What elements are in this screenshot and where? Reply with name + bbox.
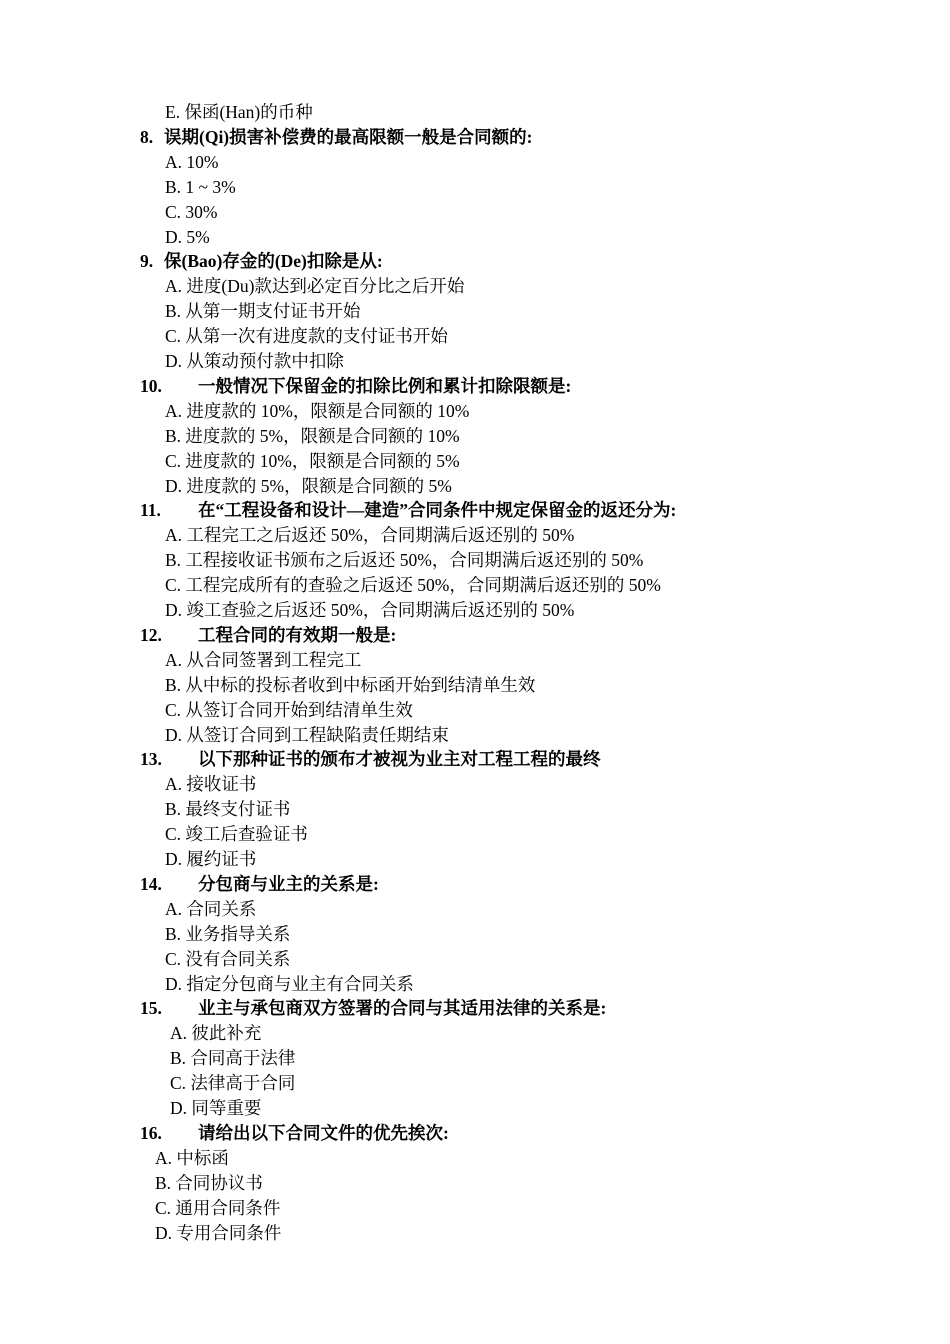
question-heading — [140, 996, 606, 1021]
answer-option: B. 从中标的投标者收到中标函开始到结清单生效 — [165, 674, 536, 695]
answer-option: C. 从第一次有进度款的支付证书开始 — [165, 326, 448, 347]
answer-option: B. 工程接收证书颁布之后返还 50%，合同期满后返还别的 50% — [165, 550, 644, 571]
question-text: 分包商与业主的关系是: — [198, 873, 379, 894]
answer-option: C. 进度款的 10%，限额是合同额的 5% — [165, 450, 460, 471]
answer-option: A. 接收证书 — [165, 774, 257, 795]
question-heading — [140, 125, 532, 150]
question-heading — [140, 623, 396, 648]
answer-option: A. 从合同签署到工程完工 — [165, 649, 362, 670]
question-heading — [140, 249, 383, 274]
answer-option: D. 从策动预付款中扣除 — [165, 351, 344, 371]
answer-option: D. 履约证书 — [165, 849, 257, 869]
answer-option: C. 没有合同关系 — [165, 948, 291, 969]
question-number: 11. — [140, 500, 161, 521]
answer-option: B. 合同高于法律 — [170, 1048, 296, 1069]
answer-option: B. 业务指导关系 — [165, 923, 291, 944]
answer-option: A. 彼此补充 — [170, 1023, 262, 1044]
question-heading — [140, 747, 601, 772]
answer-option: C. 工程完成所有的查验之后返还 50%，合同期满后返还别的 50% — [165, 575, 661, 596]
question-text: 业主与承包商双方签署的合同与其适用法律的关系是: — [198, 998, 607, 1019]
answer-option: C. 通用合同条件 — [155, 1197, 281, 1218]
question-text: 保(Bao)存金的(De)扣除是从: — [164, 251, 383, 272]
answer-option: A. 中标函 — [155, 1147, 229, 1168]
answer-option: C. 30% — [165, 201, 218, 222]
answer-option: D. 指定分包商与业主有合同关系 — [165, 973, 414, 994]
question-number: 9. — [140, 251, 154, 272]
question-heading — [140, 498, 676, 523]
answer-option: B. 从第一期支付证书开始 — [165, 301, 361, 322]
answer-option: D. 进度款的 5%，限额是合同额的 5% — [165, 475, 452, 496]
answer-option: C. 法律高于合同 — [170, 1073, 296, 1094]
answer-option: A. 10% — [165, 151, 219, 172]
question-text: 工程合同的有效期一般是: — [198, 624, 397, 645]
answer-option: D. 竣工查验之后返还 50%，合同期满后返还别的 50% — [165, 600, 575, 620]
answer-option: C. 从签订合同开始到结清单生效 — [165, 699, 413, 720]
question-text: 请给出以下合同文件的优先挨次: — [198, 1122, 449, 1143]
question-text: 以下那种证书的颁布才被视为业主对工程工程的最终 — [198, 749, 601, 770]
question-heading — [140, 1121, 449, 1146]
question-heading — [140, 374, 571, 399]
answer-option: E. 保函(Han)的币种 — [165, 102, 313, 122]
answer-option: D. 从签订合同到工程缺陷责任期结束 — [165, 724, 449, 745]
question-heading — [140, 872, 379, 897]
answer-option: B. 最终支付证书 — [165, 799, 291, 820]
question-number: 15. — [140, 998, 162, 1019]
answer-option: B. 合同协议书 — [155, 1172, 263, 1193]
answer-option: B. 进度款的 5%，限额是合同额的 10% — [165, 425, 460, 446]
question-number: 8. — [140, 126, 154, 147]
question-number: 14. — [140, 873, 162, 894]
answer-option: D. 同等重要 — [170, 1098, 262, 1118]
answer-option: A. 进度款的 10%，限额是合同额的 10% — [165, 400, 470, 421]
question-number: 13. — [140, 749, 162, 770]
question-number: 12. — [140, 624, 162, 645]
question-text: 一般情况下保留金的扣除比例和累计扣除限额是: — [198, 375, 572, 396]
answer-option: D. 5% — [165, 226, 210, 247]
question-text: 误期(Qi)损害补偿费的最高限额一般是合同额的: — [164, 126, 533, 147]
answer-option: A. 进度(Du)款达到必定百分比之后开始 — [165, 276, 465, 297]
answer-option: A. 工程完工之后返还 50%，合同期满后返还别的 50% — [165, 525, 575, 546]
question-number: 10. — [140, 375, 162, 396]
question-number: 16. — [140, 1122, 162, 1143]
answer-option: A. 合同关系 — [165, 898, 257, 919]
answer-option: C. 竣工后查验证书 — [165, 824, 308, 845]
answer-option: B. 1 ~ 3% — [165, 176, 236, 197]
answer-option: D. 专用合同条件 — [155, 1222, 282, 1243]
question-text: 在“工程设备和设计—建造”合同条件中规定保留金的返还分为: — [198, 500, 677, 521]
